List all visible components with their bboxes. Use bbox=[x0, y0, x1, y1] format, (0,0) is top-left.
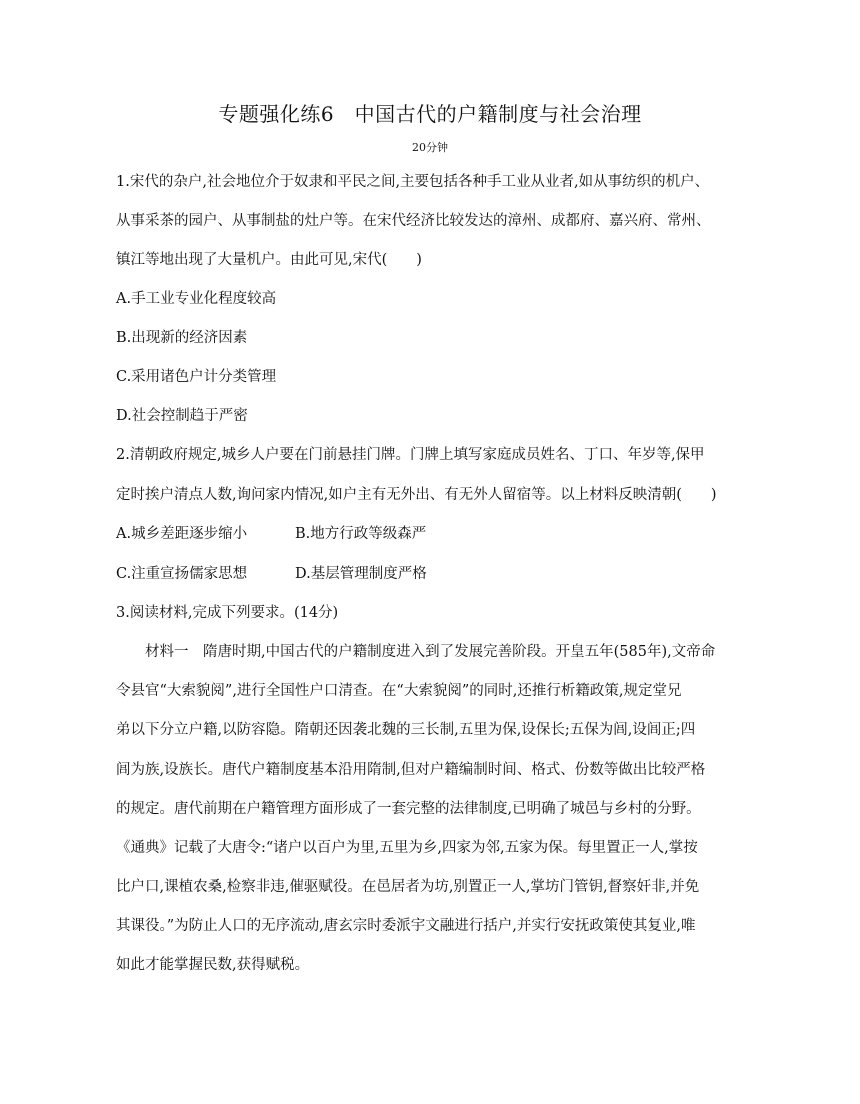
q2-option-b: B.地方行政等级森严 bbox=[295, 526, 427, 542]
q2-stem-line: 定时挨户清点人数,询问家内情况,如户主有无外出、有无外人留宿等。以上材料反映清朝( ) bbox=[116, 487, 717, 503]
q1-stem-line: 1.宋代的杂户,社会地位介于奴隶和平民之间,主要包括各种手工业从业者,如从事纺织的机户、 bbox=[116, 174, 710, 190]
q1-stem-line: 从事采茶的园户、从事制盐的灶户等。在宋代经济比较发达的漳州、成都府、嘉兴府、常州、 bbox=[116, 213, 711, 229]
q2-stem-line: 2.清朝政府规定,城乡人户要在门前悬挂门牌。门牌上填写家庭成员姓名、丁口、年岁等,保甲 bbox=[116, 447, 705, 463]
page-title: 专题强化练6 中国古代的户籍制度与社会治理 bbox=[218, 102, 642, 126]
q1-option-d: D.社会控制趋于严密 bbox=[116, 408, 248, 424]
q2-option-d: D.基层管理制度严格 bbox=[295, 566, 427, 582]
q1-option-b: B.出现新的经济因素 bbox=[116, 330, 248, 346]
q3-material-line: 闾为族,设族长。唐代户籍制度基本沿用隋制,但对户籍编制时间、格式、份数等做出比较严格 bbox=[116, 762, 706, 778]
q3-material-line: 比户口,课植农桑,检察非违,催驱赋役。在邑居者为坊,别置正一人,掌坊门管钥,督察奸非,并免 bbox=[116, 879, 700, 895]
q3-stem: 3.阅读材料,完成下列要求。(14分) bbox=[116, 605, 339, 621]
q2-option-a: A.城乡差距逐步缩小 bbox=[116, 526, 248, 542]
q3-material-line: 《通典》记载了大唐令:“诸户以百户为里,五里为乡,四家为邻,五家为保。每里置正一人,掌按 bbox=[116, 840, 698, 856]
q3-material-line: 的规定。唐代前期在户籍管理方面形成了一套完整的法律制度,已明确了城邑与乡村的分野。 bbox=[116, 801, 701, 817]
q1-option-c: C.采用诸色户计分类管理 bbox=[116, 369, 277, 385]
q1-stem-line: 镇江等地出现了大量机户。由此可见,宋代( ) bbox=[116, 252, 422, 268]
q1-option-a: A.手工业专业化程度较高 bbox=[116, 291, 277, 307]
q3-material-line: 令县官“大索貌阅”,进行全国性户口清查。在“大索貌阅”的同时,还推行析籍政策,规定堂兄 bbox=[116, 683, 682, 699]
q3-material-line: 弟以下分立户籍,以防容隐。隋朝还因袭北魏的三长制,五里为保,设保长;五保为闾,设闾正;四 bbox=[116, 722, 696, 738]
q3-material-line: 如此才能掌握民数,获得赋税。 bbox=[116, 957, 310, 973]
time-limit: 20分钟 bbox=[412, 141, 448, 154]
q3-material-line: 其课役。”为防止人口的无序流动,唐玄宗时委派宇文融进行括户,并实行安抚政策使其复业,唯 bbox=[116, 918, 696, 934]
q3-material-line: 材料一 隋唐时期,中国古代的户籍制度进入到了发展完善阶段。开皇五年(585年),文帝命 bbox=[145, 644, 716, 660]
q2-option-c: C.注重宣扬儒家思想 bbox=[116, 566, 248, 582]
